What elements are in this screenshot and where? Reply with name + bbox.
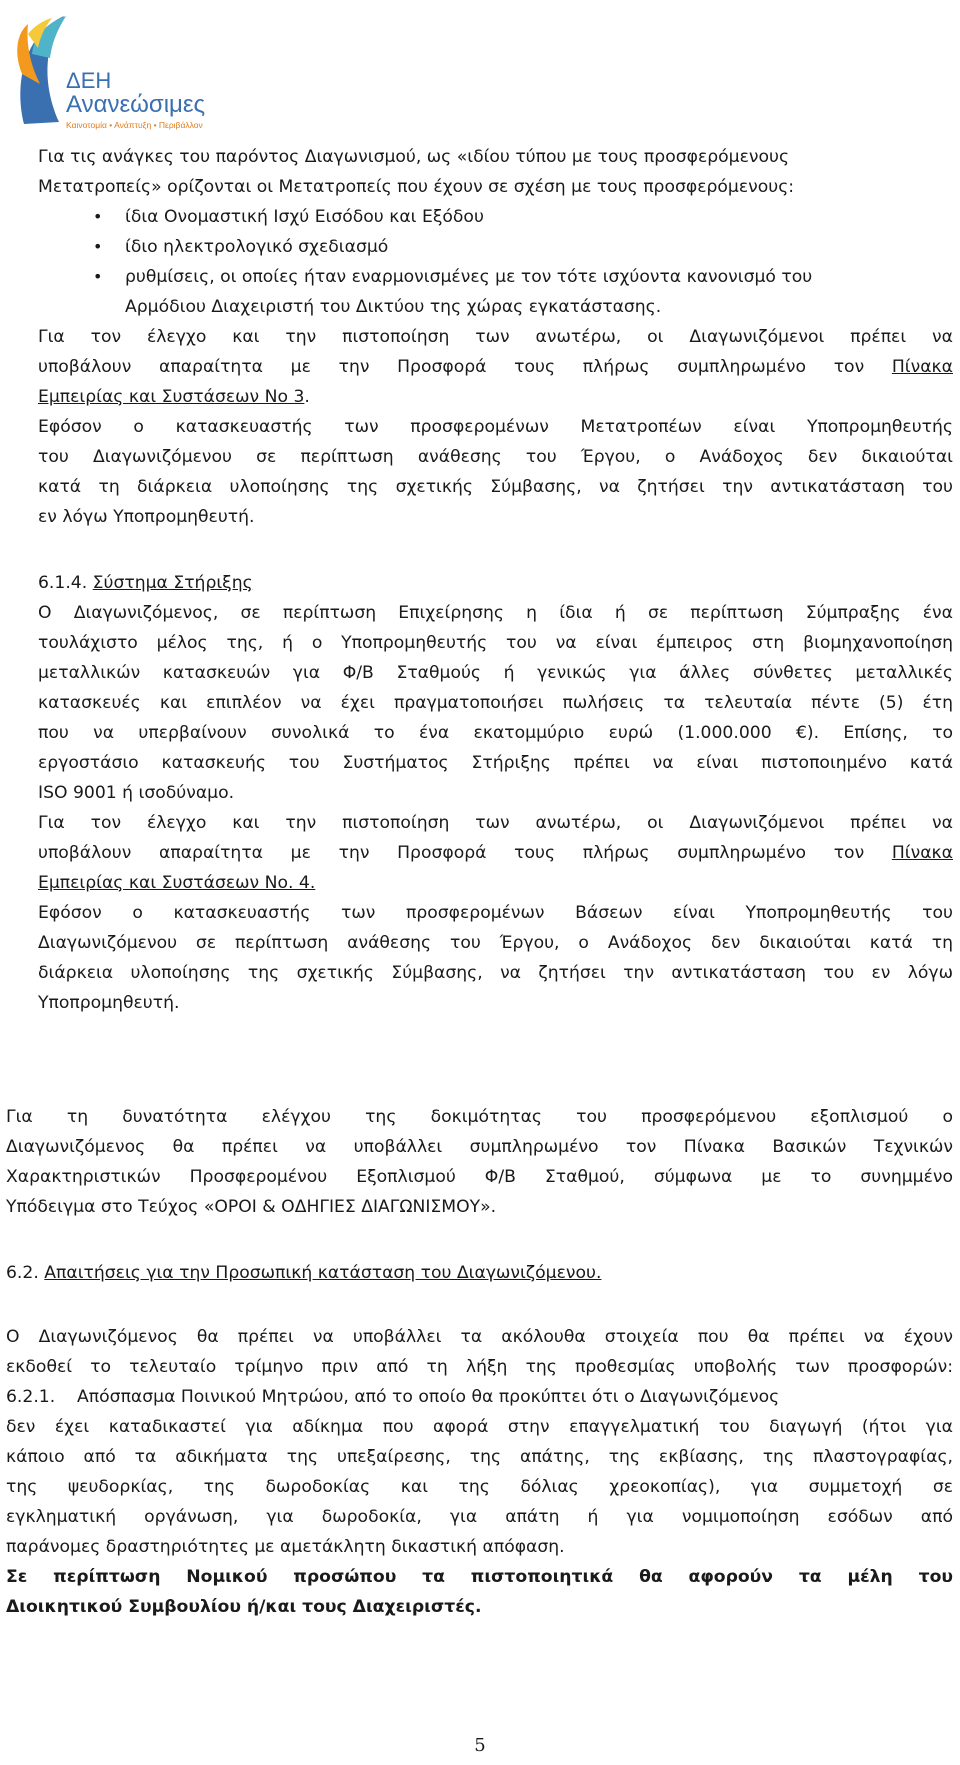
subcontractor-line-3: κατά τη διάρκεια υλοποίησης της σχετικής Σύμβασης, να ζητήσει την αντικατάσταση του — [38, 477, 953, 497]
logo-tagline: Καινοτομία • Ανάπτυξη • Περιβάλλον — [66, 120, 203, 130]
check-line-3 — [38, 868, 315, 898]
subcontractor-line-2: του Διαγωνιζόμενου σε περίπτωση ανάθεσης του Έργου, ο Ανάδοχος δεν δικαιούται — [38, 447, 953, 467]
period: . — [304, 387, 310, 407]
check-line-1: Για τον έλεγχο και την πιστοποίηση των ανωτέρω, οι Διαγωνιζόμενοι πρέπει να — [38, 327, 953, 347]
capability-line-1: Για τη δυνατότητα ελέγχου της δοκιμότητας του προσφερόμενου εξοπλισμού ο — [6, 1107, 953, 1127]
bullet-item-continuation: Αρμόδιου Διαχειριστή του Δικτύου της χώρας εγκατάστασης. — [125, 297, 662, 317]
check-line-3 — [38, 382, 310, 412]
section-heading-614 — [38, 568, 253, 598]
experience-table-link[interactable]: Πίνακα — [891, 843, 953, 863]
company-logo — [4, 4, 264, 144]
check-line-2-text: υποβάλουν απαραίτητα με την Προσφορά τους πλήρως συμπληρωμένο τον — [38, 357, 892, 377]
item-621-line: εγκληματική οργάνωση, για δωροδοκία, για απάτη ή για νομιμοποίηση εσόδων από — [6, 1507, 953, 1527]
legal-entity-note-line-2: Διοικητικού Συμβουλίου ή/και τους Διαχειριστές. — [6, 1597, 482, 1617]
experience-table-4-link[interactable]: Εμπειρίας και Συστάσεων Νο. 4. — [38, 873, 316, 893]
check-line-1: Για τον έλεγχο και την πιστοποίηση των ανωτέρω, οι Διαγωνιζόμενοι πρέπει να — [38, 813, 953, 833]
bullet-item: • ρυθμίσεις, οι οποίες ήταν εναρμονισμένες με τον τότε ισχύοντα κανονισμό του — [125, 262, 812, 292]
experience-table-3-link[interactable]: Εμπειρίας και Συστάσεων Νο 3 — [38, 387, 305, 407]
capability-line-4: Υπόδειγμα στο Τεύχος «ΟΡΟΙ & ΟΔΗΓΙΕΣ ΔΙΑΓΩΝΙΣΜΟΥ». — [6, 1197, 497, 1217]
logo-graphic — [4, 4, 264, 144]
legal-entity-note-line-1: Σε περίπτωση Νομικού προσώπου τα πιστοποιητικά θα αφορούν τα μέλη του — [6, 1567, 953, 1587]
check-line-2 — [38, 352, 953, 382]
capability-line-2: Διαγωνιζόμενος θα πρέπει να υποβάλλει συμπληρωμένο τον Πίνακα Βασικών Τεχνικών — [6, 1137, 953, 1157]
subcontractor-line-1: Εφόσον ο κατασκευαστής των προσφερομένων Μετατροπέων είναι Υποπρομηθευτής — [38, 417, 953, 437]
bullet-item: • ίδιο ηλεκτρολογικό σχεδιασμό — [125, 232, 388, 262]
item-621-line: της ψευδορκίας, της δωροδοκίας και της δόλιας χρεοκοπίας), για συμμετοχή σε — [6, 1477, 953, 1497]
bullet-item: • ίδια Ονομαστική Ισχύ Εισόδου και Εξόδου — [125, 202, 484, 232]
bases-line-3: διάρκεια υλοποίησης της σχετικής Σύμβασης, να ζητήσει την αντικατάσταση του εν λόγω — [38, 963, 953, 983]
section-title: Σύστημα Στήριξης — [92, 573, 253, 593]
section-heading-62 — [6, 1258, 601, 1288]
support-line: κατασκευές και επιπλέον να έχει πραγματοποιήσει πωλήσεις τα τελευταία πέντε (5) έτη — [38, 693, 953, 713]
experience-table-link[interactable]: Πίνακα — [891, 357, 953, 377]
check-line-2 — [38, 838, 953, 868]
item-621-line: παράνομες δραστηριότητες με αμετάκλητη δικαστική απόφαση. — [6, 1537, 565, 1557]
support-line: ISO 9001 ή ισοδύναμο. — [38, 783, 235, 803]
support-line: Ο Διαγωνιζόμενος, σε περίπτωση Επιχείρησης η ίδια ή σε περίπτωση Σύμπραξης ένα — [38, 603, 953, 623]
page-number: 5 — [474, 1735, 486, 1756]
item-621-line: κάποιο από τα αδικήματα της υπεξαίρεσης, της απάτης, της εκβίασης, της πλαστογραφίας, — [6, 1447, 953, 1467]
support-line: που να υπερβαίνουν συνολικά το ένα εκατομμύριο ευρώ (1.000.000 €). Επίσης, το — [38, 723, 953, 743]
support-line: μεταλλικών κατασκευών για Φ/Β Σταθμούς ή γενικώς για άλλες σύνθετες μεταλλικές — [38, 663, 953, 683]
intro-line-2: Μετατροπείς» ορίζονται οι Μετατροπείς που έχουν σε σχέση με τους προσφερόμενους: — [38, 177, 795, 197]
bases-line-4: Υποπρομηθευτή. — [38, 993, 180, 1013]
section-number: 6.2. — [6, 1263, 39, 1283]
item-621-line: δεν έχει καταδικαστεί για αδίκημα που αφορά στην επαγγελματική του διαγωγή (ήτοι για — [6, 1417, 953, 1437]
bases-line-2: Διαγωνιζόμενου σε περίπτωση ανάθεσης του Έργου, ο Ανάδοχος δεν δικαιούται κατά τη — [38, 933, 953, 953]
section-title: Απαιτήσεις για την Προσωπική κατάσταση του Διαγωνιζόμενου. — [44, 1263, 602, 1283]
support-line: εργοστάσιο κατασκευής του Συστήματος Στήριξης πρέπει να είναι πιστοποιημένο κατά — [38, 753, 953, 773]
logo-brand-main: Ανανεώσιμες — [66, 91, 206, 118]
personal-intro-line-1: Ο Διαγωνιζόμενος θα πρέπει να υποβάλλει τα ακόλουθα στοιχεία που θα πρέπει να έχουν — [6, 1327, 953, 1347]
item-621-line-1: 6.2.1. Απόσπασμα Ποινικού Μητρώου, από το οποίο θα προκύπτει ότι ο Διαγωνιζόμενος — [6, 1387, 780, 1407]
capability-line-3: Χαρακτηριστικών Προσφερομένου Εξοπλισμού Φ/Β Σταθμού, σύμφωνα με το συνημμένο — [6, 1167, 953, 1187]
bases-line-1: Εφόσον ο κατασκευαστής των προσφερομένων Βάσεων είναι Υποπρομηθευτής του — [38, 903, 953, 923]
support-line: τουλάχιστο μέλος της, ή ο Υποπρομηθευτής του να είναι έμπειρος στη βιομηχανοποίηση — [38, 633, 953, 653]
subcontractor-line-4: εν λόγω Υποπρομηθευτή. — [38, 507, 255, 527]
check-line-2-text: υποβάλουν απαραίτητα με την Προσφορά τους πλήρως συμπληρωμένο τον — [38, 843, 892, 863]
personal-intro-line-2: εκδοθεί το τελευταίο τρίμηνο πριν από τη λήξη της προθεσμίας υποβολής των προσφορών: — [6, 1357, 953, 1377]
intro-line-1: Για τις ανάγκες του παρόντος Διαγωνισμού, ως «ιδίου τύπου με τους προσφερόμενους — [38, 147, 790, 167]
logo-brand-top: ΔΕΗ — [66, 68, 112, 93]
section-number: 6.1.4. — [38, 573, 88, 593]
